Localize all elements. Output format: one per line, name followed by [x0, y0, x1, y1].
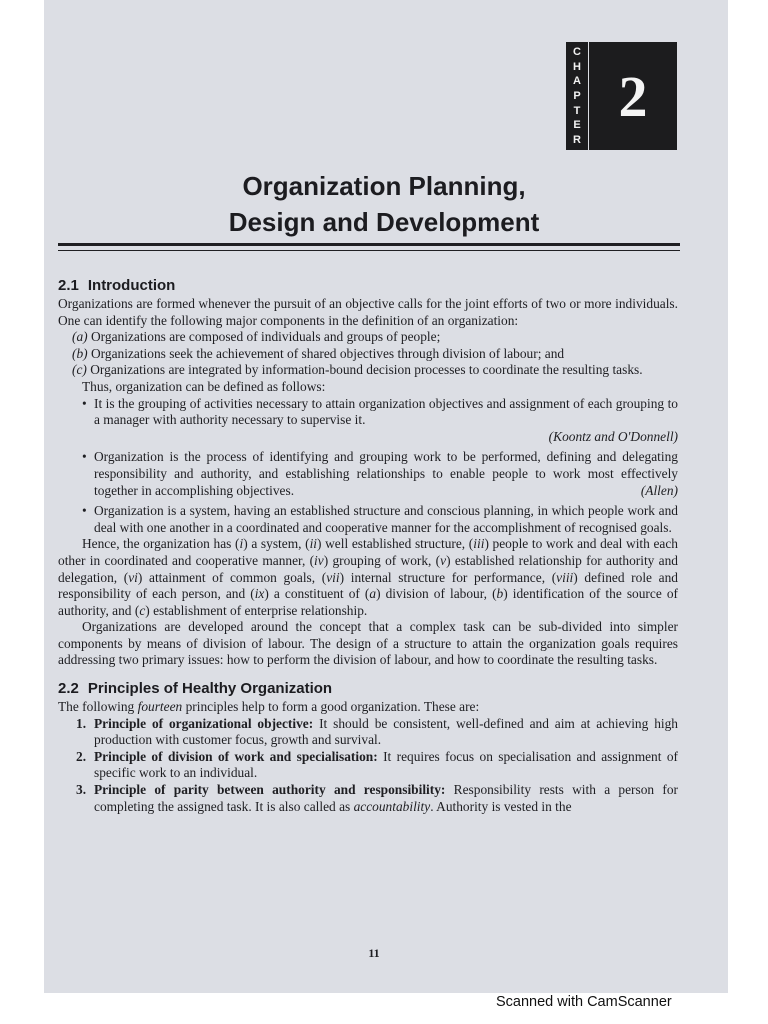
scanner-watermark: Scanned with CamScanner [496, 994, 672, 1010]
principle-number: 3. [76, 782, 87, 798]
principle-text: It should be consistent, well-defined and aim at achieving high production with customer focus, growth and survival. [94, 715, 679, 748]
chapter-title-line1: Organization Planning, [242, 171, 526, 201]
definition-text: Organization is the process of identifying and grouping work to be performed, defining and delegating responsibility and authority, and establishing relationships to enable people to work most effectively together in accomplishing objectives. [94, 449, 678, 498]
chapter-letter: P [573, 89, 581, 102]
list-item-text: Organizations are integrated by information-bound decision processes to coordinate the resulting tasks. [90, 362, 643, 378]
definition-item [58, 503, 678, 536]
bullet-icon: • [82, 395, 87, 411]
list-item-text: Organizations seek the achievement of shared objectives through division of labour; and [90, 345, 565, 361]
principle-item [58, 749, 678, 782]
section-heading-principles [58, 679, 678, 699]
principles-intro-emph: fourteen [137, 699, 183, 715]
chapter-letter: E [573, 119, 581, 132]
section-heading-introduction [58, 276, 678, 296]
body-text [58, 276, 678, 815]
principles-intro-part: principles help to form a good organization. These are: [182, 699, 480, 715]
principle-text: Responsibility rests with a person for completing the assigned task. It is also called as accountability. Authority is vested in the [94, 782, 678, 814]
principle-number: 1. [76, 715, 87, 731]
list-marker: (a) [72, 329, 88, 345]
thus-paragraph: Thus, organization can be defined as follows: [82, 378, 326, 394]
developed-paragraph: Organizations are developed around the concept that a complex task can be sub-divided into simpler components by means of division of labour. The design of a structure to attain the organization goals requires addressing two primary issues: how to perform the division of labour, and how to coordinate the resulting tasks. [58, 619, 678, 668]
definition-item [58, 396, 678, 446]
chapter-letter: C [573, 46, 581, 59]
principle-item [58, 716, 678, 749]
list-item [58, 346, 678, 363]
bullet-icon: • [82, 449, 87, 465]
title-rule-thin [58, 250, 680, 251]
principle-name: Principle of division of work and specialisation: [94, 748, 378, 764]
principles-intro-part: The following [58, 699, 138, 715]
chapter-letter: R [573, 133, 581, 146]
definition-text: Organization is a system, having an established structure and conscious planning, in which people work and deal with one another in a coordinated and cooperative manner for the accomplishment of recognised goals. [94, 503, 678, 535]
definitions-list [58, 396, 678, 537]
definition-source: (Koontz and O'Donnell) [548, 428, 678, 444]
page-number: 11 [368, 946, 380, 960]
list-item-text: Organizations are composed of individuals and groups of people; [90, 329, 441, 345]
definition-item [58, 449, 678, 499]
section-title: Principles of Healthy Organization [87, 680, 333, 698]
scanned-page [44, 0, 728, 993]
principle-number: 2. [76, 748, 87, 764]
title-rule-thick [58, 243, 680, 246]
chapter-letter: T [573, 104, 581, 117]
principle-name: Principle of parity between authority and responsibility: [94, 782, 446, 798]
list-marker: (b) [72, 345, 88, 361]
chapter-letter: A [573, 75, 581, 88]
section-title: Introduction [87, 277, 176, 294]
section-number: 2.2 [58, 680, 79, 698]
principle-text: It requires focus on specialisation and assignment of specific work to an individual. [94, 748, 678, 781]
chapter-label-vertical [566, 42, 588, 150]
principle-item [58, 782, 678, 815]
chapter-title [144, 168, 624, 240]
list-item [58, 362, 678, 379]
principles-intro [58, 699, 678, 716]
bullet-icon: • [82, 503, 87, 519]
components-list [58, 329, 678, 379]
principle-name: Principle of organizational objective: [94, 715, 314, 731]
principles-list [58, 716, 678, 816]
chapter-title-line2: Design and Development [228, 207, 540, 237]
hence-paragraph: Hence, the organization has (i) a system, (ii) well established structure, (iii) people to work and deal with each other in coordinated and cooperative manner, (iv) grouping of work, (v) established relationship for authority and delegation, (vi) attainment of common goals, (vii) internal structure for performance, (viii) defined role and responsibility of each person, and (ix) a constituent of (a) division of labour, (b) identification of the source of authority, and (c) establishment of enterprise relationship. [58, 536, 678, 618]
definition-source: (Allen) [640, 482, 678, 498]
chapter-number: 2 [589, 42, 677, 150]
definition-text: It is the grouping of activities necessary to attain organization objectives and assignment of each grouping to a manager with authority necessary to supervise it. [94, 395, 678, 428]
intro-paragraph: Organizations are formed whenever the pursuit of an objective calls for the joint efforts of two or more individuals. One can identify the following major components in the definition of an organization: [58, 296, 678, 328]
section-number: 2.1 [58, 277, 79, 294]
list-item [58, 329, 678, 346]
chapter-letter: H [573, 60, 581, 73]
list-marker: (c) [72, 362, 87, 378]
